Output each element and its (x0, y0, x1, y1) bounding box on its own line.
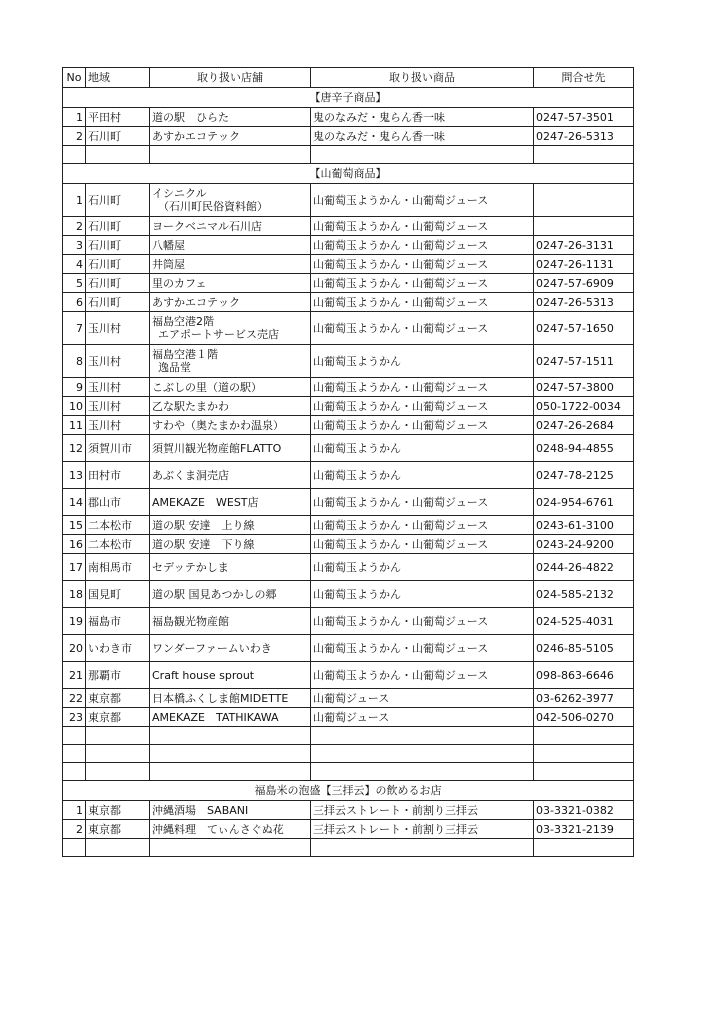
cell-product: 鬼のなみだ・鬼らん香一味 (311, 108, 534, 127)
cell-tel: 0247-57-3800 (534, 378, 634, 397)
blank-row (63, 839, 634, 857)
cell-tel: 098-863-6646 (534, 662, 634, 689)
cell-store: 井筒屋 (150, 255, 311, 274)
cell-no: 1 (63, 108, 86, 127)
cell-no: 2 (63, 820, 86, 839)
cell-area: 二本松市 (86, 535, 150, 554)
cell-no: 21 (63, 662, 86, 689)
store-line-2: 逸品堂 (158, 361, 191, 374)
cell-product: 山葡萄玉ようかん・山葡萄ジュース (311, 312, 534, 345)
table-row (63, 378, 634, 397)
store-line-2: エアポートサービス売店 (158, 328, 279, 341)
cell-area: 二本松市 (86, 516, 150, 535)
cell-product: 山葡萄玉ようかん・山葡萄ジュース (311, 608, 534, 635)
table-row (63, 345, 634, 378)
blank-cell (311, 763, 534, 781)
cell-tel (534, 184, 634, 217)
cell-area: 玉川村 (86, 397, 150, 416)
cell-area: 東京都 (86, 801, 150, 820)
cell-area: 郡山市 (86, 489, 150, 516)
blank-row (63, 727, 634, 745)
cell-product: 山葡萄玉ようかん・山葡萄ジュース (311, 293, 534, 312)
cell-product: 山葡萄玉ようかん・山葡萄ジュース (311, 184, 534, 217)
cell-store (150, 345, 311, 378)
blank-cell (311, 745, 534, 763)
blank-cell (150, 745, 311, 763)
blank-row (63, 763, 634, 781)
blank-cell (311, 839, 534, 857)
cell-no: 23 (63, 708, 86, 727)
table-row (63, 293, 634, 312)
blank-cell (63, 146, 86, 164)
cell-tel: 0247-57-1511 (534, 345, 634, 378)
table-row (63, 662, 634, 689)
cell-tel (534, 217, 634, 236)
cell-no: 5 (63, 274, 86, 293)
table-row (63, 236, 634, 255)
table-row (63, 416, 634, 435)
header-area: 地域 (86, 68, 150, 88)
table-row (63, 801, 634, 820)
blank-cell (534, 146, 634, 164)
blank-cell (311, 146, 534, 164)
cell-area: 東京都 (86, 689, 150, 708)
blank-cell (86, 745, 150, 763)
cell-no: 1 (63, 801, 86, 820)
cell-store: 八幡屋 (150, 236, 311, 255)
header-product: 取り扱い商品 (311, 68, 534, 88)
cell-no: 9 (63, 378, 86, 397)
cell-tel: 0247-26-3131 (534, 236, 634, 255)
cell-tel: 042-506-0270 (534, 708, 634, 727)
cell-area: 玉川村 (86, 416, 150, 435)
cell-no: 22 (63, 689, 86, 708)
blank-row (63, 745, 634, 763)
cell-no: 20 (63, 635, 86, 662)
cell-no: 3 (63, 236, 86, 255)
cell-area: 福島市 (86, 608, 150, 635)
cell-store: Craft house sprout (150, 662, 311, 689)
cell-area: 東京都 (86, 820, 150, 839)
cell-product: 山葡萄ジュース (311, 689, 534, 708)
cell-store: ワンダーファームいわき (150, 635, 311, 662)
cell-area: 石川町 (86, 293, 150, 312)
blank-cell (534, 763, 634, 781)
cell-tel: 0248-94-4855 (534, 435, 634, 462)
table-body (63, 88, 634, 857)
cell-no: 6 (63, 293, 86, 312)
cell-product: 山葡萄玉ようかん・山葡萄ジュース (311, 516, 534, 535)
cell-area: いわき市 (86, 635, 150, 662)
cell-store: AMEKAZE TATHIKAWA (150, 708, 311, 727)
cell-product: 鬼のなみだ・鬼らん香一味 (311, 127, 534, 146)
cell-no: 18 (63, 581, 86, 608)
cell-no: 2 (63, 217, 86, 236)
cell-store: 道の駅 国見あつかしの郷 (150, 581, 311, 608)
table-row (63, 581, 634, 608)
cell-store: 道の駅 安達 上り線 (150, 516, 311, 535)
cell-store: あすかエコテック (150, 127, 311, 146)
cell-store: AMEKAZE WEST店 (150, 489, 311, 516)
cell-tel: 050-1722-0034 (534, 397, 634, 416)
cell-tel: 0247-78-2125 (534, 462, 634, 489)
cell-product: 山葡萄玉ようかん・山葡萄ジュース (311, 489, 534, 516)
cell-tel: 024-585-2132 (534, 581, 634, 608)
cell-no: 13 (63, 462, 86, 489)
cell-area: 国見町 (86, 581, 150, 608)
store-line-1: イシニクル (152, 187, 207, 200)
blank-cell (86, 839, 150, 857)
cell-area: 石川町 (86, 217, 150, 236)
table-row (63, 554, 634, 581)
blank-cell (86, 727, 150, 745)
table-row (63, 608, 634, 635)
table-row (63, 274, 634, 293)
cell-area: 南相馬市 (86, 554, 150, 581)
cell-tel: 0247-26-5313 (534, 293, 634, 312)
cell-area: 石川町 (86, 274, 150, 293)
cell-no: 17 (63, 554, 86, 581)
blank-cell (63, 763, 86, 781)
section-title: 福島米の泡盛【三拝云】の飲めるお店 (63, 781, 634, 801)
cell-area: 須賀川市 (86, 435, 150, 462)
cell-store: 日本橋ふくしま館MIDETTE (150, 689, 311, 708)
blank-row (63, 146, 634, 164)
cell-area: 平田村 (86, 108, 150, 127)
table-row (63, 820, 634, 839)
cell-store: 里のカフェ (150, 274, 311, 293)
header-contact: 問合せ先 (534, 68, 634, 88)
cell-store: ヨークベニマル石川店 (150, 217, 311, 236)
section-title: 【唐辛子商品】 (63, 88, 634, 108)
cell-product: 山葡萄玉ようかん・山葡萄ジュース (311, 397, 534, 416)
cell-product: 山葡萄玉ようかん・山葡萄ジュース (311, 217, 534, 236)
cell-store: 沖縄酒場 SABANI (150, 801, 311, 820)
cell-tel: 0244-26-4822 (534, 554, 634, 581)
cell-tel: 03-6262-3977 (534, 689, 634, 708)
blank-cell (311, 727, 534, 745)
header-no: No (63, 68, 86, 88)
cell-tel: 0246-85-5105 (534, 635, 634, 662)
cell-no: 8 (63, 345, 86, 378)
header-row (63, 68, 634, 88)
table-row (63, 397, 634, 416)
cell-area: 玉川村 (86, 378, 150, 397)
cell-area: 石川町 (86, 255, 150, 274)
cell-tel: 03-3321-2139 (534, 820, 634, 839)
cell-no: 4 (63, 255, 86, 274)
cell-store: こぶしの里（道の駅） (150, 378, 311, 397)
cell-tel: 0247-57-1650 (534, 312, 634, 345)
cell-no: 14 (63, 489, 86, 516)
blank-cell (150, 763, 311, 781)
cell-store (150, 312, 311, 345)
table-row (63, 635, 634, 662)
store-line-2: （石川町民俗資料館） (158, 200, 268, 213)
shop-list-table (62, 67, 634, 857)
cell-area: 玉川村 (86, 345, 150, 378)
cell-no: 1 (63, 184, 86, 217)
table-row (63, 184, 634, 217)
cell-tel: 0243-24-9200 (534, 535, 634, 554)
store-line-1: 福島空港2階 (152, 315, 214, 328)
cell-product: 三拝云ストレート・前割り三拝云 (311, 820, 534, 839)
blank-cell (534, 839, 634, 857)
blank-cell (63, 745, 86, 763)
table-row (63, 217, 634, 236)
blank-cell (63, 727, 86, 745)
cell-tel: 0247-26-2684 (534, 416, 634, 435)
cell-no: 7 (63, 312, 86, 345)
table-row (63, 108, 634, 127)
table-row (63, 435, 634, 462)
cell-store: 沖縄料理 てぃんさぐぬ花 (150, 820, 311, 839)
cell-area: 玉川村 (86, 312, 150, 345)
cell-product: 山葡萄玉ようかん・山葡萄ジュース (311, 635, 534, 662)
cell-tel: 0247-57-6909 (534, 274, 634, 293)
cell-product: 山葡萄玉ようかん (311, 581, 534, 608)
table-row (63, 255, 634, 274)
cell-store: 道の駅 ひらた (150, 108, 311, 127)
blank-cell (86, 763, 150, 781)
blank-cell (534, 745, 634, 763)
cell-product: 山葡萄玉ようかん (311, 435, 534, 462)
cell-product: 山葡萄ジュース (311, 708, 534, 727)
cell-no: 10 (63, 397, 86, 416)
cell-product: 山葡萄玉ようかん・山葡萄ジュース (311, 274, 534, 293)
cell-no: 16 (63, 535, 86, 554)
cell-store: 乙な駅たまかわ (150, 397, 311, 416)
cell-area: 東京都 (86, 708, 150, 727)
table-row (63, 462, 634, 489)
section-title: 【山葡萄商品】 (63, 164, 634, 184)
table-row (63, 489, 634, 516)
blank-cell (534, 727, 634, 745)
cell-tel: 0247-26-5313 (534, 127, 634, 146)
section-title-row (63, 164, 634, 184)
cell-tel: 024-954-6761 (534, 489, 634, 516)
cell-store: 道の駅 安達 下り線 (150, 535, 311, 554)
cell-product: 山葡萄玉ようかん・山葡萄ジュース (311, 416, 534, 435)
blank-cell (150, 146, 311, 164)
cell-area: 那覇市 (86, 662, 150, 689)
cell-product: 山葡萄玉ようかん (311, 462, 534, 489)
table-row (63, 516, 634, 535)
cell-tel: 0247-26-1131 (534, 255, 634, 274)
cell-no: 2 (63, 127, 86, 146)
cell-store: セデッテかしま (150, 554, 311, 581)
cell-area: 田村市 (86, 462, 150, 489)
cell-product: 山葡萄玉ようかん・山葡萄ジュース (311, 378, 534, 397)
cell-product: 山葡萄玉ようかん・山葡萄ジュース (311, 535, 534, 554)
cell-tel: 0247-57-3501 (534, 108, 634, 127)
table-row (63, 535, 634, 554)
cell-no: 15 (63, 516, 86, 535)
table-row (63, 689, 634, 708)
cell-tel: 0243-61-3100 (534, 516, 634, 535)
cell-product: 山葡萄玉ようかん・山葡萄ジュース (311, 255, 534, 274)
cell-tel: 03-3321-0382 (534, 801, 634, 820)
cell-store (150, 184, 311, 217)
cell-product: 三拝云ストレート・前割り三拝云 (311, 801, 534, 820)
cell-area: 石川町 (86, 236, 150, 255)
cell-area: 石川町 (86, 127, 150, 146)
table-row (63, 127, 634, 146)
cell-tel: 024-525-4031 (534, 608, 634, 635)
table-row (63, 312, 634, 345)
header-store: 取り扱い店舗 (150, 68, 311, 88)
section-title-row (63, 88, 634, 108)
blank-cell (150, 839, 311, 857)
blank-cell (86, 146, 150, 164)
blank-cell (150, 727, 311, 745)
cell-store: すわや（奥たまかわ温泉） (150, 416, 311, 435)
cell-product: 山葡萄玉ようかん (311, 554, 534, 581)
cell-no: 11 (63, 416, 86, 435)
cell-store: 福島観光物産館 (150, 608, 311, 635)
cell-store: あすかエコテック (150, 293, 311, 312)
cell-product: 山葡萄玉ようかん・山葡萄ジュース (311, 236, 534, 255)
cell-product: 山葡萄玉ようかん (311, 345, 534, 378)
table-row (63, 708, 634, 727)
blank-cell (63, 839, 86, 857)
cell-area: 石川町 (86, 184, 150, 217)
cell-no: 19 (63, 608, 86, 635)
cell-no: 12 (63, 435, 86, 462)
store-line-1: 福島空港１階 (152, 348, 218, 361)
cell-product: 山葡萄玉ようかん・山葡萄ジュース (311, 662, 534, 689)
section-title-row (63, 781, 634, 801)
cell-store: 須賀川観光物産館FLATTO (150, 435, 311, 462)
cell-store: あぶくま洞売店 (150, 462, 311, 489)
